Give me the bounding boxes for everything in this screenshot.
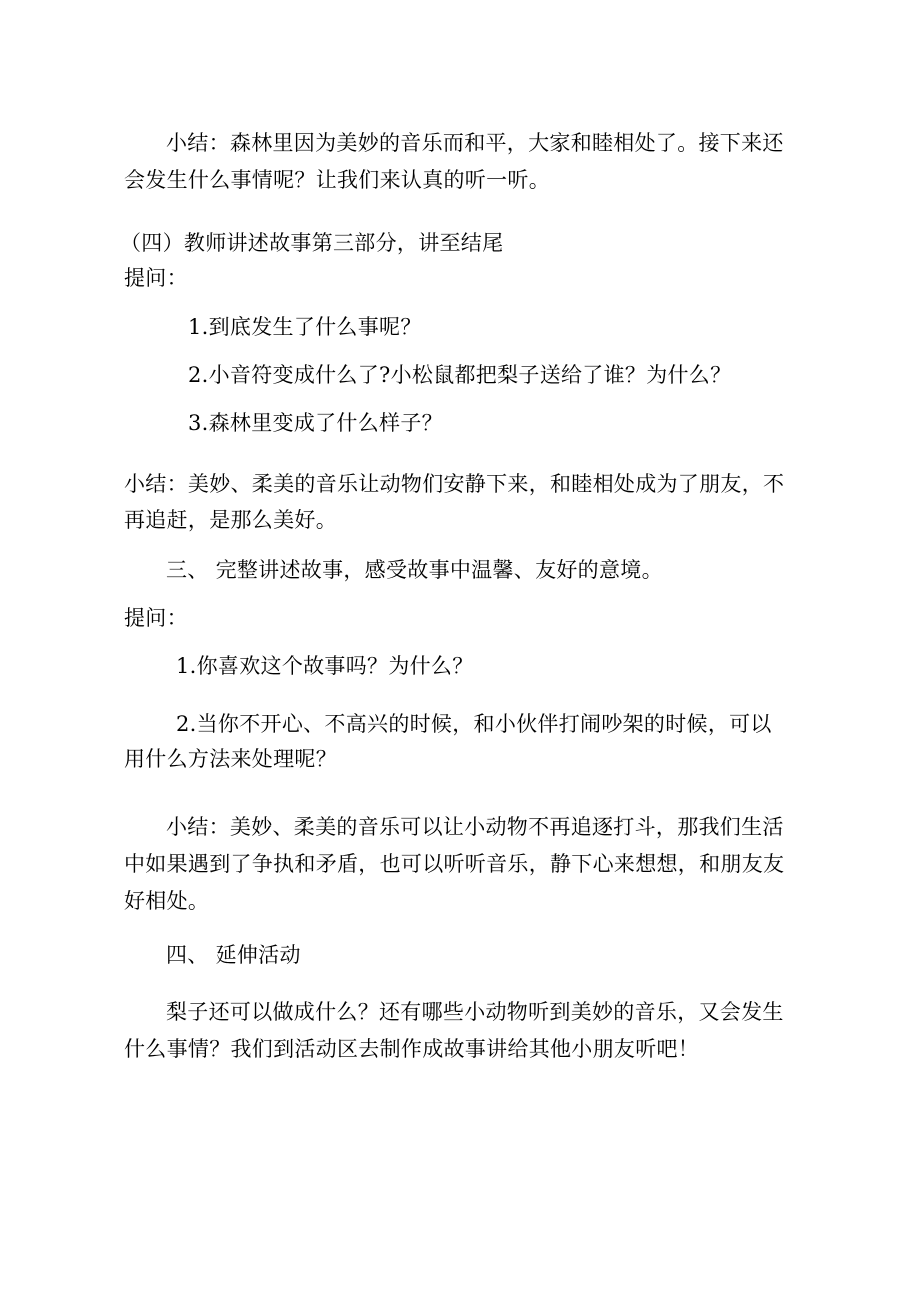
summary-1-line-1: 小结：森林里因为美妙的音乐而和平，大家和睦相处了。接下来还 bbox=[166, 131, 784, 155]
section-4-heading: （四）教师讲述故事第三部分，讲至结尾 bbox=[120, 231, 504, 255]
section-3-heading: 三、 完整讲述故事，感受故事中温馨、友好的意境。 bbox=[166, 558, 663, 582]
question-2-2-line-2: 用什么方法来处理呢？ bbox=[124, 747, 337, 771]
question-1-3: 3.森林里变成了什么样子？ bbox=[188, 411, 443, 435]
question-1-2: 2.小音符变成什么了?小松鼠都把梨子送给了谁？为什么？ bbox=[188, 363, 732, 387]
summary-3-line-2: 中如果遇到了争执和矛盾，也可以听听音乐，静下心来想想，和朋友友 bbox=[124, 852, 785, 876]
summary-3-line-1: 小结：美妙、柔美的音乐可以让小动物不再追逐打斗，那我们生活 bbox=[166, 815, 784, 839]
summary-3-line-3: 好相处。 bbox=[124, 889, 210, 913]
question-2-2-line-1: 2.当你不开心、不高兴的时候，和小伙伴打闹吵架的时候，可以 bbox=[176, 712, 772, 736]
summary-2-line-2: 再追赶，是那么美好。 bbox=[124, 508, 337, 532]
section-4b-heading: 四、 延伸活动 bbox=[166, 943, 301, 967]
question-1-1: 1.到底发生了什么事呢？ bbox=[188, 315, 422, 339]
questions-label-1: 提问： bbox=[124, 266, 188, 290]
extension-line-2: 什么事情？我们到活动区去制作成故事讲给其他小朋友听吧！ bbox=[124, 1037, 700, 1061]
question-2-1: 1.你喜欢这个故事吗？为什么？ bbox=[176, 654, 474, 678]
questions-label-2: 提问： bbox=[124, 606, 188, 630]
summary-2-line-1: 小结：美妙、柔美的音乐让动物们安静下来，和睦相处成为了朋友，不 bbox=[124, 472, 785, 496]
extension-line-1: 梨子还可以做成什么？还有哪些小动物听到美妙的音乐，又会发生 bbox=[166, 1000, 784, 1024]
summary-1-line-2: 会发生什么事情呢？让我们来认真的听一听。 bbox=[124, 168, 550, 192]
